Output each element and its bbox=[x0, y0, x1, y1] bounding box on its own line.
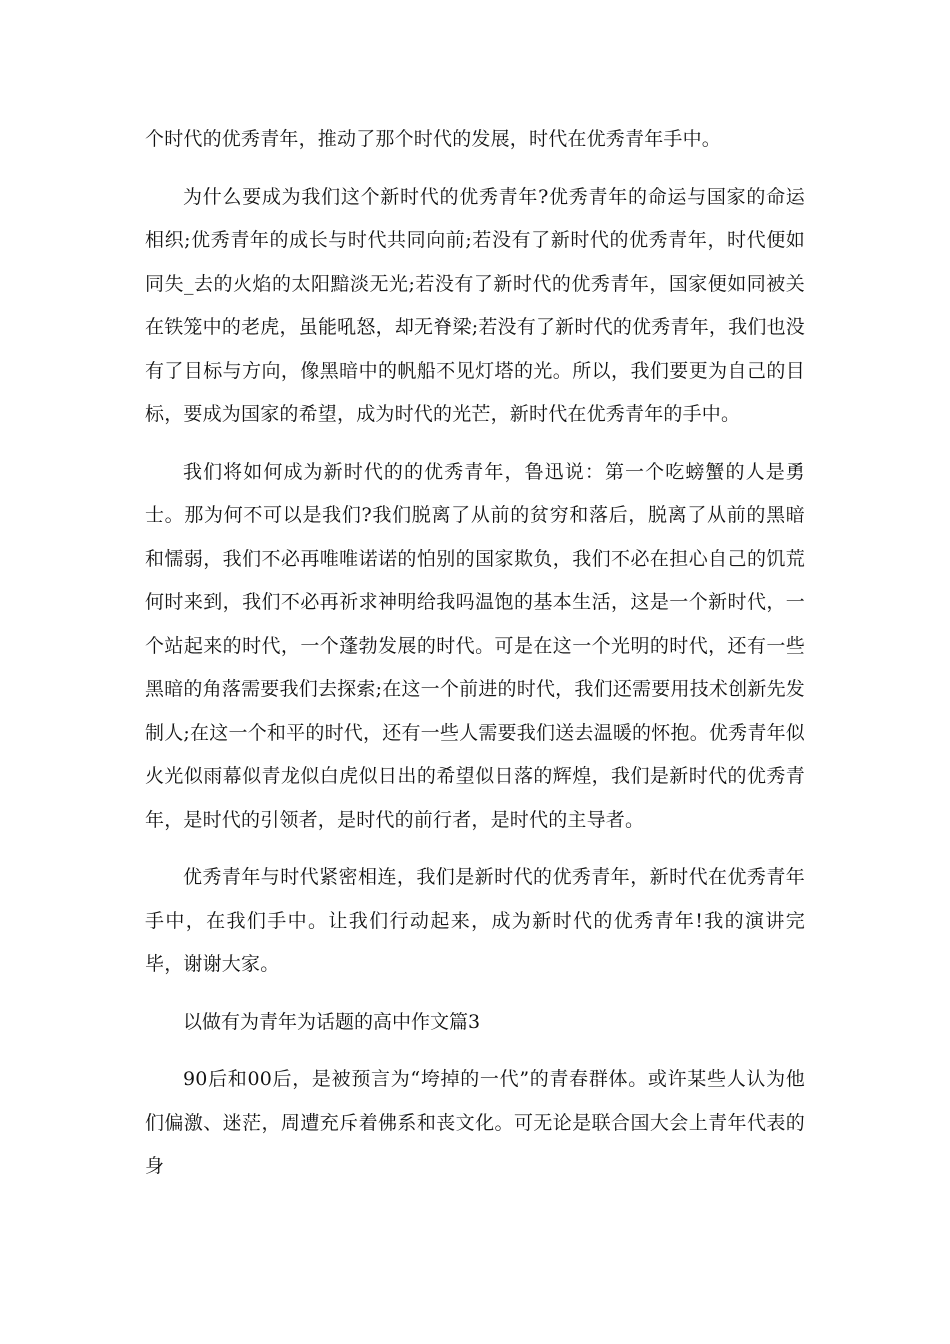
paragraph-how-to-become-excellent-youth: 我们将如何成为新时代的的优秀青年，鲁迅说：第一个吃螃蟹的人是勇士。那为何不可以是我们?我们脱离了从前的贫穷和落后，脱离了从前的黑暗和懦弱，我们不必再唯唯诺诺的怕别的国家欺负，我们不必在担心自己的饥荒何时来到，我们不必再祈求神明给我吗温饱的基本生活，这是一个新时代，一个站起来的时代，一个蓬勃发展的时代。可是在这一个光明的时代，还有一些黑暗的角落需要我们去探索;在这一个前进的时代，我们还需要用技术创新先发制人;在这一个和平的时代，还有一些人需要我们送去温暖的怀抱。优秀青年似火光似雨幕似青龙似白虎似日出的希望似日落的辉煌，我们是新时代的优秀青年，是时代的引领者，是时代的前行者，是时代的主导者。 bbox=[145, 460, 805, 831]
paragraph-speech-conclusion: 优秀青年与时代紧密相连，我们是新时代的优秀青年，新时代在优秀青年手中，在我们手中。让我们行动起来，成为新时代的优秀青年!我的演讲完毕，谢谢大家。 bbox=[145, 866, 805, 975]
section-heading: 以做有为青年为话题的高中作文篇3 bbox=[183, 1010, 481, 1033]
paragraph-why-become-excellent-youth: 为什么要成为我们这个新时代的优秀青年?优秀青年的命运与国家的命运相织;优秀青年的成长与时代共同向前;若没有了新时代的优秀青年，时代便如同失_去的火焰的太阳黯淡无光;若没有了新时代的优秀青年，国家便如同被关在铁笼中的老虎，虽能吼怒，却无脊梁;若没有了新时代的优秀青年，我们也没有了目标与方向，像黑暗中的帆船不见灯塔的光。所以，我们要更为自己的目标，要成为国家的希望，成为时代的光芒，新时代在优秀青年的手中。 bbox=[145, 185, 805, 425]
paragraph-generation-intro: 90后和00后，是被预言为“垮掉的一代”的青春群体。或许某些人认为他们偏激、迷茫，周遭充斥着佛系和丧文化。可无论是联合国大会上青年代表的身 bbox=[145, 1068, 805, 1177]
document-page bbox=[145, 118, 805, 1203]
paragraph-continuation: 个时代的优秀青年，推动了那个时代的发展，时代在优秀青年手中。 bbox=[145, 128, 722, 150]
